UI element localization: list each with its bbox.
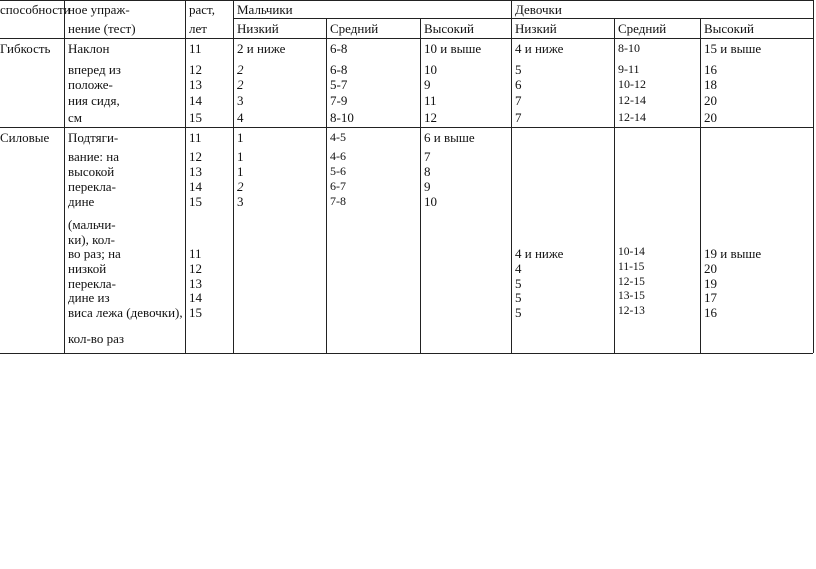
cell-value: 4	[515, 261, 522, 276]
age-value: 14	[189, 179, 202, 194]
cell-value: 11-15	[618, 261, 645, 273]
cell-value: 10	[424, 62, 437, 77]
cell-value: 13-15	[618, 290, 645, 302]
cell-value: 2	[237, 179, 244, 194]
cell-value: 10	[424, 194, 437, 209]
col-line-4	[326, 18, 327, 353]
cell-value: 9	[424, 179, 431, 194]
cell-value: 6-8	[330, 62, 348, 77]
age-value: 11	[189, 41, 202, 56]
cell-value: 19 и выше	[704, 246, 762, 261]
strength-ability: Силовые	[0, 130, 50, 145]
cell-value: 12-14	[618, 110, 646, 124]
cell-value: 10-14	[618, 246, 645, 258]
cell-value: 17	[704, 290, 717, 305]
cell-value: 9	[424, 77, 431, 92]
strength-test-line: низкой	[68, 261, 107, 276]
cell-value: 20	[704, 110, 717, 125]
col-line-3	[233, 0, 234, 353]
cell-value: 16	[704, 62, 717, 77]
col-line-6	[511, 0, 512, 353]
cell-value: 6-8	[330, 41, 348, 56]
age-value: 15	[189, 194, 202, 209]
table-border-bottom	[0, 353, 813, 354]
cell-value: 20	[704, 261, 717, 276]
age-value: 12	[189, 261, 202, 276]
strength-test-line: вание: на	[68, 149, 120, 164]
header-age-line2: лет	[189, 21, 207, 36]
age-value: 13	[189, 77, 202, 92]
header-test-line2: нение (тест)	[68, 21, 136, 36]
age-value: 15	[189, 305, 202, 320]
header-boys-high: Высокий	[424, 21, 474, 36]
cell-value: 12-15	[618, 276, 645, 288]
cell-value: 6-7	[330, 179, 346, 193]
cell-value: 15 и выше	[704, 41, 762, 56]
header-age-line1: раст,	[189, 2, 215, 17]
strength-test-line: Подтяги-	[68, 130, 119, 145]
col-line-5	[420, 18, 421, 353]
strength-test-line: ки), кол-	[68, 232, 115, 247]
cell-value: 2	[237, 62, 244, 77]
age-value: 13	[189, 276, 202, 291]
cell-value: 3	[237, 93, 244, 108]
age-value: 11	[189, 130, 202, 145]
flex-test-line: положе-	[68, 77, 113, 92]
cell-value: 4-6	[330, 149, 346, 163]
header-boys-low: Низкий	[237, 21, 279, 36]
age-value: 15	[189, 110, 202, 125]
cell-value: 8	[424, 164, 431, 179]
cell-value: 7	[424, 149, 431, 164]
header-girls-low: Низкий	[515, 21, 557, 36]
cell-value: 12-14	[618, 93, 646, 107]
cell-value: 2 и ниже	[237, 41, 286, 56]
header-girls-high: Высокий	[704, 21, 754, 36]
cell-value: 4	[237, 110, 244, 125]
header-boys: Мальчики	[237, 2, 293, 17]
cell-value: 8-10	[330, 110, 354, 125]
flex-test-line: вперед из	[68, 62, 121, 77]
cell-value: 11	[424, 93, 437, 108]
age-value: 12	[189, 149, 202, 164]
cell-value: 5-6	[330, 164, 346, 178]
cell-value: 1	[237, 130, 244, 145]
strength-test-line: кол-во раз	[68, 331, 125, 346]
cell-value: 1	[237, 149, 244, 164]
flex-ability: Гибкость	[0, 41, 51, 56]
header-boys-mid: Средний	[330, 21, 379, 36]
strength-test-line: дине	[68, 194, 95, 209]
cell-value: 5	[515, 276, 522, 291]
cell-value: 9-11	[618, 62, 640, 76]
cell-value: 6 и выше	[424, 130, 475, 145]
cell-value: 18	[704, 77, 717, 92]
cell-value: 12-13	[618, 305, 645, 317]
strength-test-line: высокой	[68, 164, 115, 179]
flex-test-line: Наклон	[68, 41, 110, 56]
cell-value: 12	[424, 110, 437, 125]
cell-value: 4 и ниже	[515, 41, 564, 56]
cell-value: 7-8	[330, 194, 346, 208]
cell-value: 3	[237, 194, 244, 209]
col-line-1	[64, 0, 65, 353]
strength-test-line: перекла-	[68, 179, 116, 194]
flex-test-line: ния сидя,	[68, 93, 120, 108]
cell-value: 2	[237, 77, 244, 92]
cell-value: 5-7	[330, 77, 348, 92]
strength-test-line: во раз; на	[68, 246, 121, 261]
age-value: 12	[189, 62, 202, 77]
cell-value: 6	[515, 77, 522, 92]
age-value: 14	[189, 290, 202, 305]
header-divider-groups	[233, 18, 813, 19]
cell-value: 19	[704, 276, 717, 291]
header-girls-mid: Средний	[618, 21, 667, 36]
table-border-top	[0, 0, 813, 1]
cell-value: 8-10	[618, 41, 640, 55]
header-girls: Девочки	[515, 2, 562, 17]
cell-value: 5	[515, 62, 522, 77]
cell-value: 10-12	[618, 77, 646, 91]
cell-value: 5	[515, 290, 522, 305]
cell-value: 7-9	[330, 93, 348, 108]
cell-value: 4-5	[330, 130, 346, 144]
cell-value: 7	[515, 93, 522, 108]
col-line-2	[185, 0, 186, 353]
header-ability: способности	[0, 2, 71, 17]
header-test-line1: ное упраж-	[68, 2, 130, 17]
strength-test-line: перекла-	[68, 276, 116, 291]
cell-value: 7	[515, 110, 522, 125]
col-line-8	[700, 18, 701, 353]
cell-value: 20	[704, 93, 717, 108]
header-divider	[0, 38, 813, 39]
age-value: 14	[189, 93, 202, 108]
col-line-7	[614, 18, 615, 353]
col-line-right	[813, 0, 814, 353]
age-value: 11	[189, 246, 202, 261]
cell-value: 16	[704, 305, 717, 320]
cell-value: 4 и ниже	[515, 246, 564, 261]
row-divider-flex	[0, 127, 813, 128]
cell-value: 10 и выше	[424, 41, 482, 56]
strength-test-line: дине из	[68, 290, 110, 305]
age-value: 13	[189, 164, 202, 179]
flex-test-line: см	[68, 110, 82, 125]
strength-test-line: (мальчи-	[68, 217, 116, 232]
cell-value: 1	[237, 164, 244, 179]
strength-test-line: виса лежа (девочки),	[68, 305, 183, 320]
cell-value: 5	[515, 305, 522, 320]
